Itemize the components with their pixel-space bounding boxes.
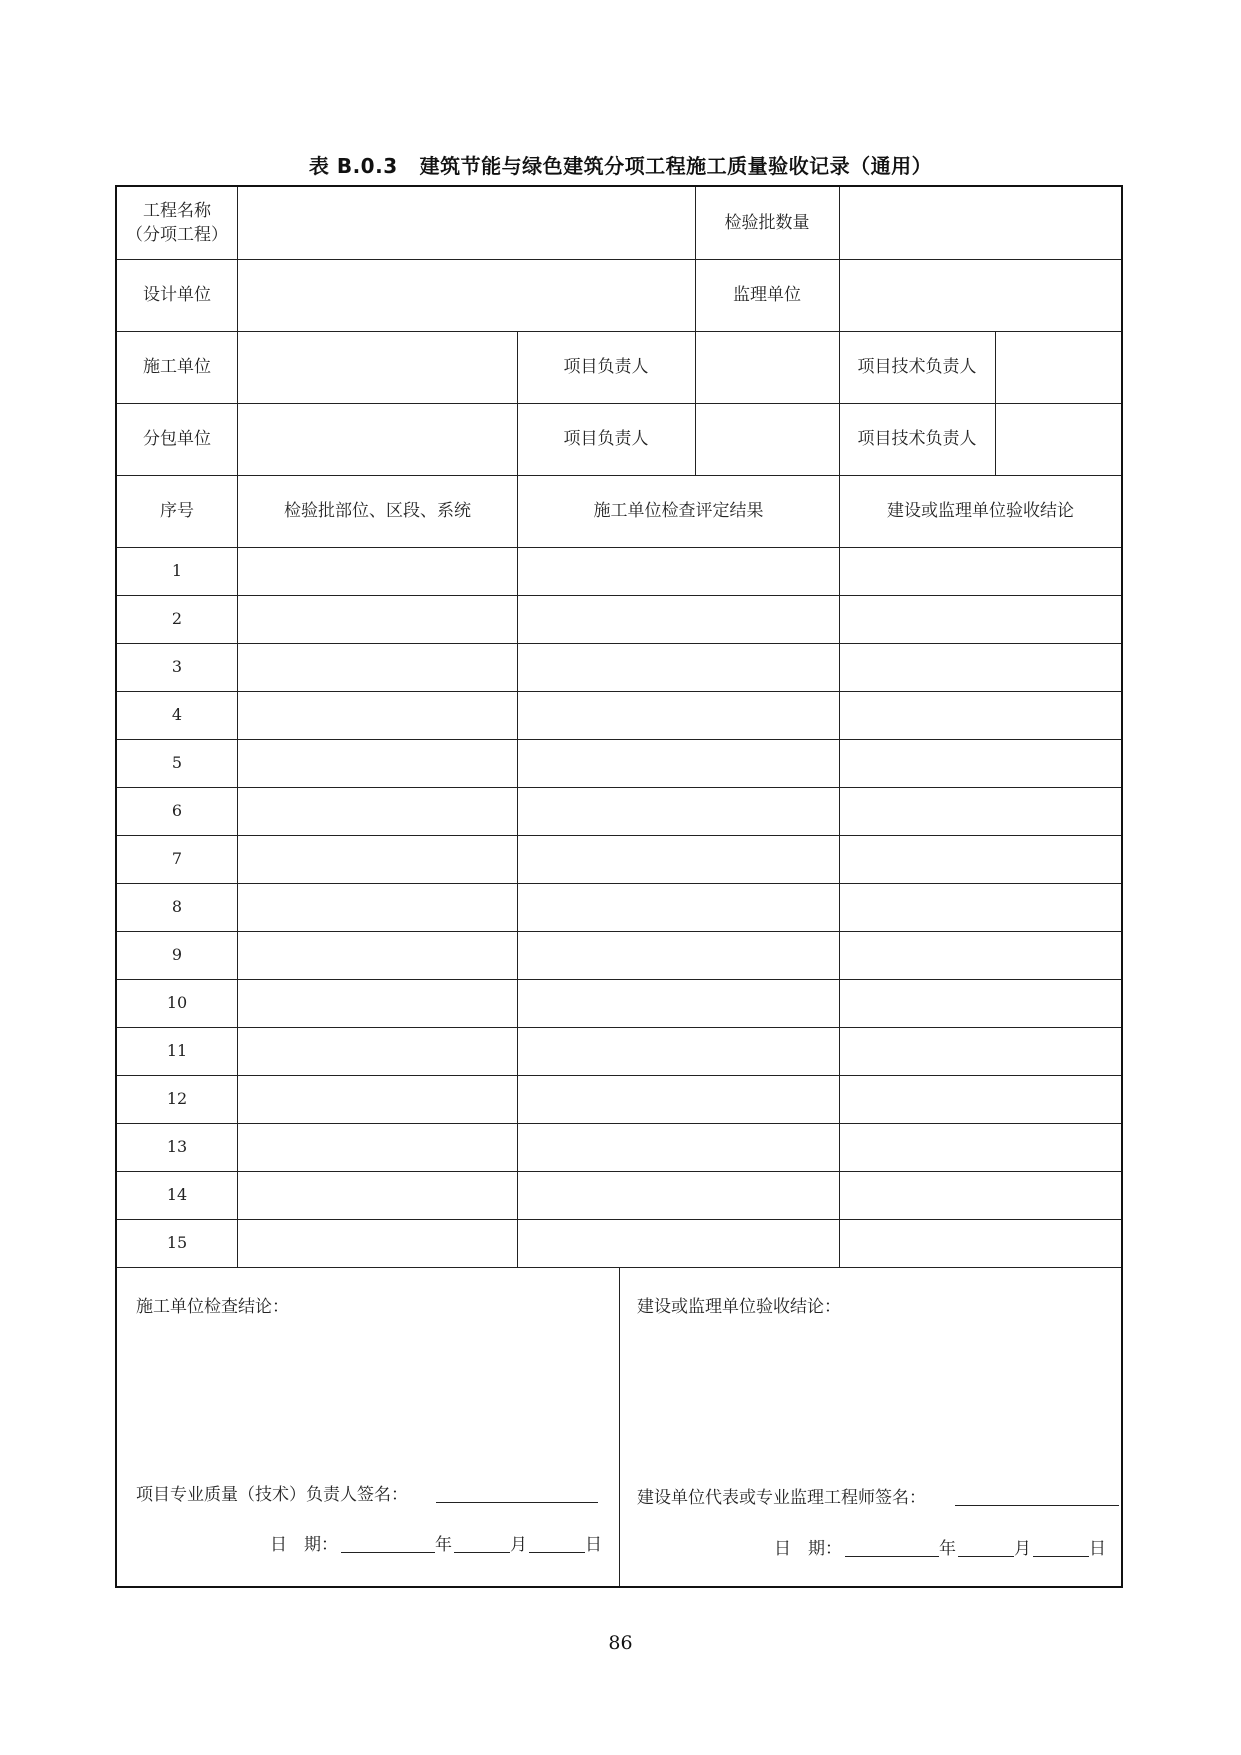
- construction-result-cell[interactable]: [518, 595, 839, 643]
- batch-location-cell[interactable]: [238, 1123, 517, 1171]
- right-year-line[interactable]: [845, 1556, 939, 1557]
- construction-result-cell[interactable]: [518, 1075, 839, 1123]
- tech-leader-label: 项目技术负责人: [857, 357, 977, 377]
- row-index: 13: [166, 1137, 188, 1156]
- project-leader-label: 项目负责人: [563, 357, 649, 377]
- row-index: 9: [171, 945, 183, 964]
- batch-location-cell[interactable]: [238, 595, 517, 643]
- construction-result-cell[interactable]: [518, 1171, 839, 1219]
- acceptance-conclusion-cell[interactable]: [840, 1219, 1121, 1267]
- row-index: 6: [171, 801, 183, 820]
- row-index: 7: [171, 849, 183, 868]
- row-index: 11: [166, 1041, 188, 1060]
- construction-result-cell[interactable]: [518, 691, 839, 739]
- acceptance-conclusion-cell[interactable]: [840, 691, 1121, 739]
- left-month-line[interactable]: [454, 1552, 510, 1553]
- right-date-label: 日 期：: [774, 1539, 842, 1559]
- design-unit-field[interactable]: [238, 259, 695, 331]
- supervisor-signature-line[interactable]: [955, 1505, 1119, 1506]
- table-title-text: 建筑节能与绿色建筑分项工程施工质量验收记录（通用）: [419, 154, 933, 178]
- sub-tech-leader-field[interactable]: [996, 403, 1121, 475]
- construction-result-cell[interactable]: [518, 739, 839, 787]
- col-divider: [619, 1267, 620, 1586]
- row-index: 5: [171, 753, 183, 772]
- project-name-field[interactable]: [238, 187, 695, 259]
- batch-location-cell[interactable]: [238, 643, 517, 691]
- batch-location-cell[interactable]: [238, 787, 517, 835]
- record-table: [115, 185, 1123, 1588]
- acceptance-conclusion-cell[interactable]: [840, 787, 1121, 835]
- quality-leader-signature-line[interactable]: [436, 1502, 598, 1503]
- supervision-unit-label: 监理单位: [733, 285, 801, 305]
- acceptance-conclusion-cell[interactable]: [840, 979, 1121, 1027]
- row-index: 12: [166, 1089, 188, 1108]
- right-month-line[interactable]: [958, 1556, 1014, 1557]
- acceptance-conclusion-cell[interactable]: [840, 739, 1121, 787]
- batch-location-cell[interactable]: [238, 1171, 517, 1219]
- acceptance-conclusion-cell[interactable]: [840, 595, 1121, 643]
- batch-location-cell[interactable]: [238, 1027, 517, 1075]
- batch-location-cell[interactable]: [238, 691, 517, 739]
- batch-count-field[interactable]: [840, 187, 1121, 259]
- sub-project-leader-field[interactable]: [696, 403, 839, 475]
- project-name-label: 工程名称 （分项工程）: [126, 201, 228, 245]
- acceptance-conclusion-cell[interactable]: [840, 835, 1121, 883]
- sub-tech-leader-label: 项目技术负责人: [857, 429, 977, 449]
- acceptance-conclusion-cell[interactable]: [840, 643, 1121, 691]
- page-number: 86: [608, 1632, 633, 1654]
- construction-result-cell[interactable]: [518, 1219, 839, 1267]
- subcontract-unit-field[interactable]: [238, 403, 517, 475]
- table-code: 表 B.0.3: [308, 154, 398, 178]
- col-header-index: 序号: [160, 501, 194, 521]
- batch-location-cell[interactable]: [238, 883, 517, 931]
- left-day-line[interactable]: [529, 1552, 585, 1553]
- acceptance-conclusion-cell[interactable]: [840, 547, 1121, 595]
- supervision-unit-field[interactable]: [840, 259, 1121, 331]
- quality-leader-signature-label: 项目专业质量（技术）负责人签名：: [136, 1485, 408, 1505]
- acceptance-conclusion-cell[interactable]: [840, 1123, 1121, 1171]
- col-header-batch-location: 检验批部位、区段、系统: [284, 501, 471, 521]
- construction-unit-label: 施工单位: [143, 357, 211, 377]
- row-index: 8: [171, 897, 183, 916]
- supervisor-signature-label: 建设单位代表或专业监理工程师签名：: [637, 1488, 926, 1508]
- left-year-line[interactable]: [341, 1552, 435, 1553]
- batch-location-cell[interactable]: [238, 547, 517, 595]
- row-index: 14: [166, 1185, 188, 1204]
- project-leader-field[interactable]: [696, 331, 839, 403]
- batch-location-cell[interactable]: [238, 835, 517, 883]
- col-header-acceptance-conclusion: 建设或监理单位验收结论: [887, 501, 1074, 521]
- construction-result-cell[interactable]: [518, 979, 839, 1027]
- acceptance-conclusion-cell[interactable]: [840, 1171, 1121, 1219]
- design-unit-label: 设计单位: [143, 285, 211, 305]
- construction-result-cell[interactable]: [518, 1123, 839, 1171]
- construction-conclusion-label: 施工单位检查结论：: [136, 1297, 289, 1317]
- left-year-label: 年: [435, 1535, 452, 1555]
- left-date-label: 日 期：: [270, 1535, 338, 1555]
- construction-result-cell[interactable]: [518, 931, 839, 979]
- col-header-construction-result: 施工单位检查评定结果: [593, 501, 764, 521]
- row-index: 1: [171, 561, 183, 580]
- left-day-label: 日: [585, 1535, 602, 1555]
- right-year-label: 年: [939, 1539, 956, 1559]
- acceptance-conclusion-cell[interactable]: [840, 931, 1121, 979]
- acceptance-conclusion-cell[interactable]: [840, 1027, 1121, 1075]
- acceptance-conclusion-cell[interactable]: [840, 883, 1121, 931]
- right-day-line[interactable]: [1033, 1556, 1089, 1557]
- batch-location-cell[interactable]: [238, 1075, 517, 1123]
- construction-result-cell[interactable]: [518, 643, 839, 691]
- left-month-label: 月: [510, 1535, 527, 1555]
- batch-location-cell[interactable]: [238, 931, 517, 979]
- construction-unit-field[interactable]: [238, 331, 517, 403]
- right-month-label: 月: [1014, 1539, 1031, 1559]
- tech-leader-field[interactable]: [996, 331, 1121, 403]
- row-index: 4: [171, 705, 183, 724]
- construction-result-cell[interactable]: [518, 883, 839, 931]
- construction-result-cell[interactable]: [518, 835, 839, 883]
- acceptance-conclusion-label: 建设或监理单位验收结论：: [637, 1297, 841, 1317]
- batch-location-cell[interactable]: [238, 1219, 517, 1267]
- right-day-label: 日: [1089, 1539, 1106, 1559]
- row-index: 2: [171, 609, 183, 628]
- sub-project-leader-label: 项目负责人: [563, 429, 649, 449]
- row-index: 15: [166, 1233, 188, 1252]
- batch-count-label: 检验批数量: [724, 213, 810, 233]
- row-index: 3: [171, 657, 183, 676]
- batch-location-cell[interactable]: [238, 739, 517, 787]
- construction-result-cell[interactable]: [518, 547, 839, 595]
- table-title: [0, 150, 1241, 179]
- batch-location-cell[interactable]: [238, 979, 517, 1027]
- acceptance-conclusion-cell[interactable]: [840, 1075, 1121, 1123]
- subcontract-unit-label: 分包单位: [143, 429, 211, 449]
- row-index: 10: [166, 993, 188, 1012]
- construction-result-cell[interactable]: [518, 1027, 839, 1075]
- construction-result-cell[interactable]: [518, 787, 839, 835]
